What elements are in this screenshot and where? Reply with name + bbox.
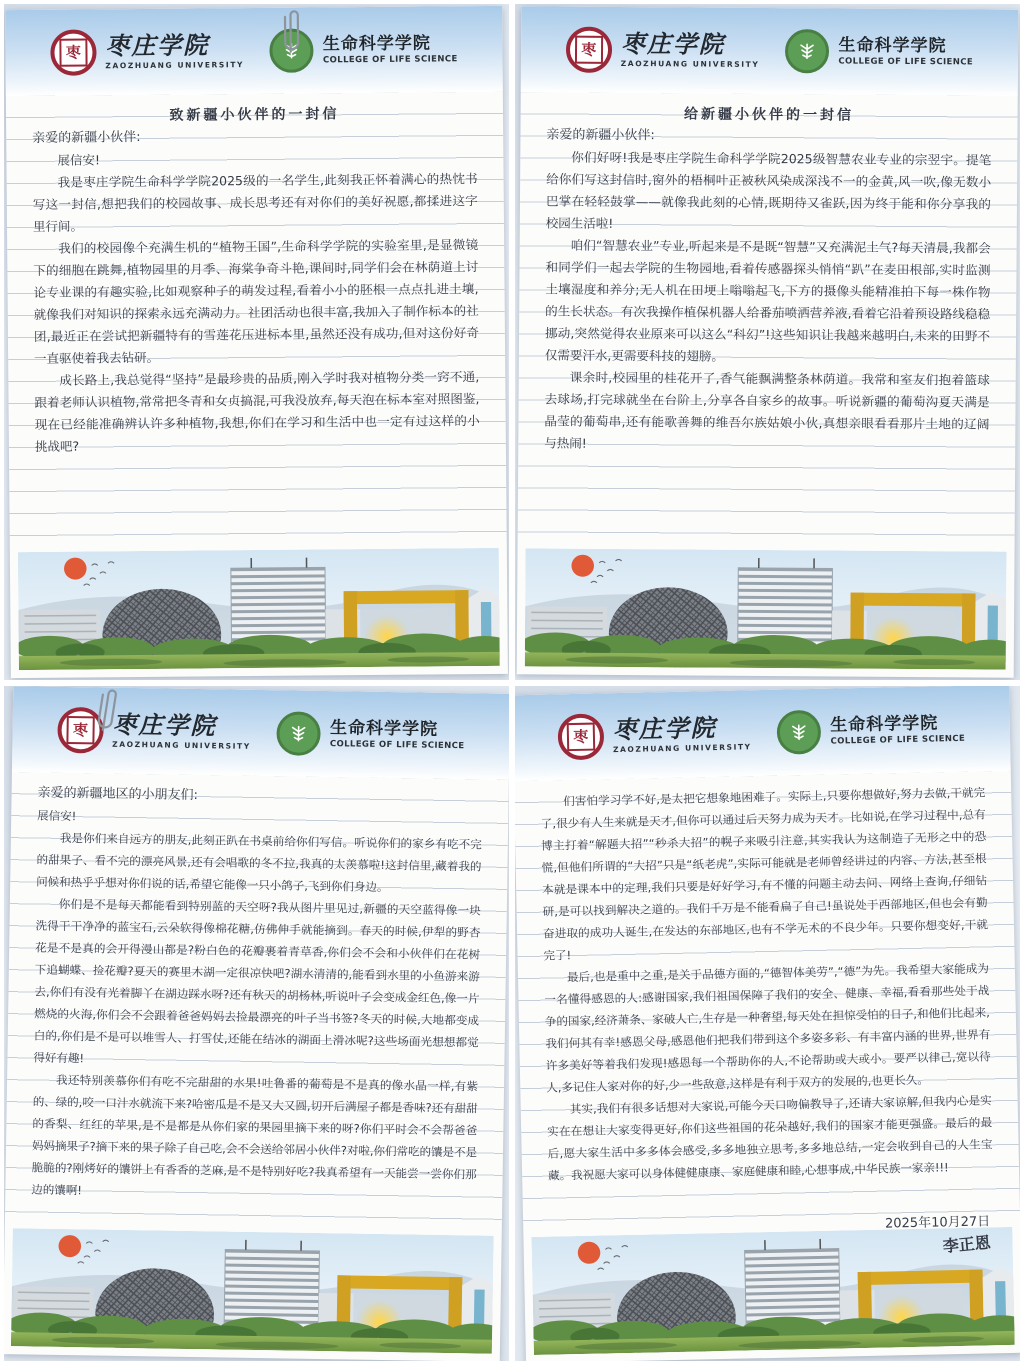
paragraph: 成长路上,我总觉得“坚持”是最珍贵的品质,刚入学时我对植物分类一窍不通,跟着老师认识植物,常常把冬青和女贞搞混,可我没放弃,每天泡在标本室对照图鉴,现在已经能准确辨认许多种植物,我想,你们在学习和生活中也一定有过这样的小挑战吧? bbox=[34, 369, 480, 454]
letter-1-photo bbox=[4, 4, 509, 680]
paragraph: 我们的校园像个充满生机的“植物王国”,生命科学学院的实验室里,是显微镜下的细胞在跳舞,植物园里的月季、海棠争奇斗艳,课间时,同学们会在林荫道上讨论专业课的有趣实验,比如观察种子的萌发过程,看着小小的胚根一点点扎进土壤,就像我们对知识的探索永远充满动力。社团活动也很丰富,我加入了制作标本的社团,最近正在尝试把新疆特有的雪莲花压进标本里,虽然还没有成功,但对这份好奇一直驱使着我去钻研。 bbox=[33, 237, 479, 366]
university-name-en: ZAOZHUANG UNIVERSITY bbox=[112, 739, 251, 751]
paragraph: 咱们“智慧农业”专业,听起来是不是既“智慧”又充满泥土气?每天清晨,我都会和同学们一起去学院的生物园地,看着传感器探头悄悄“趴”在麦田根部,实时监测土壤湿度和养分;无人机在田埂上嗡嗡起飞,下方的摄像头能精准拍下每一株作物的生长状态。有次我操作植保机器人给番茄喷洒营养液,看着它沿着预设路线稳稳挪动,突然觉得农业原来可以这么“科幻”!这些知识让我越来越明白,未来的田野不仅需要汗水,更需要科技的翅膀。 bbox=[544, 237, 991, 364]
letter-1-paper bbox=[5, 6, 508, 678]
plant-icon bbox=[796, 40, 818, 62]
college-brand bbox=[777, 706, 966, 754]
campus-panorama bbox=[11, 1227, 494, 1353]
college-name-cn: 生命科学学院 bbox=[322, 33, 431, 55]
letter-2-body bbox=[518, 92, 1018, 545]
letter-title: 致新疆小伙伴的一封信 bbox=[169, 106, 340, 124]
college-logo-icon bbox=[785, 29, 829, 73]
university-name-en: ZAOZHUANG UNIVERSITY bbox=[612, 741, 752, 754]
college-brand bbox=[277, 711, 465, 758]
greeting: 展信安! bbox=[37, 808, 77, 823]
college-name-cn: 生命科学学院 bbox=[830, 712, 939, 735]
college-name-en: COLLEGE OF LIFE SCIENCE bbox=[322, 54, 458, 66]
letter-2-paper bbox=[517, 6, 1019, 677]
paragraph: 你们好呀!我是枣庄学院生命科学学院2025级智慧农业专业的宗翌宇。提笔给你们写这封信时,窗外的梧桐叶正被秋风染成深浅不一的金黄,风一吹,像无数小巴掌在轻轻鼓掌——就像我此刻的心情,既期待又雀跃,因为终于能和你分享我的校园生活啦! bbox=[545, 149, 992, 231]
salutation: 亲爱的新疆小伙伴: bbox=[32, 130, 141, 146]
college-logo-icon bbox=[277, 711, 322, 756]
letter-4-paper bbox=[515, 686, 1020, 1362]
university-name-cn: 枣庄学院 bbox=[105, 31, 210, 61]
university-brand bbox=[50, 28, 244, 76]
college-logo-icon bbox=[777, 709, 822, 754]
letterhead bbox=[5, 6, 503, 96]
university-name-cn: 枣庄学院 bbox=[112, 710, 217, 740]
paragraph: 其实,我们有很多话想对大家说,可能今天口吻偏教导了,还请大家谅解,但我内心是实实在在想让大家变得更好,你们这些祖国的花朵越好,我们的国家才能更强盛。最后的最后,愿大家生活中多多体会感受,多多地独立思考,多多地总结,一定会收到自己的人生宝藏。我祝愿大家可以身体健健康康、家庭健康和睦,心想事成,中华民族一家亲!!! bbox=[547, 1092, 993, 1183]
college-brand bbox=[785, 29, 973, 74]
campus-panorama bbox=[525, 548, 1007, 669]
paragraph: 你们是不是每天都能看到特别蓝的天空呀?我从图片里见过,新疆的天空蓝得像一块洗得干干净净的蓝宝石,云朵软得像棉花糖,仿佛伸手就能摘到。春天的时候,伊犁的野杏花是不是真的会开得漫山都是?粉白色的花瓣裹着青草香,你们会不会和小伙伴们在花树下追蝴蝶、捡花瓣?夏天的赛里木湖一定很凉快吧?湖水清清的,能看到水里的小鱼游来游去,你们有没有光着脚丫在湖边踩水呀?还有秋天的胡杨林,听说叶子会变成金红色,像一片燃烧的火海,你们会不会跟着爸爸妈妈去捡最漂亮的叶子当书签?冬天的时候,大地都变成白的,你们是不是可以堆雪人、打雪仗,还能在结冰的湖面上滑冰呢?这些场面光想想都觉得好有趣! bbox=[33, 896, 481, 1065]
university-name-en: ZAOZHUANG UNIVERSITY bbox=[105, 60, 245, 71]
letter-4-body bbox=[515, 770, 1020, 1256]
letter-date: 2025年10月27日 bbox=[884, 1213, 991, 1231]
university-name-cn: 枣庄学院 bbox=[620, 29, 725, 59]
university-name-en: ZAOZHUANG UNIVERSITY bbox=[620, 58, 760, 69]
university-name-cn: 枣庄学院 bbox=[612, 713, 717, 744]
university-seal-icon bbox=[566, 27, 612, 73]
letter-3-photo bbox=[4, 686, 509, 1362]
campus-panorama bbox=[18, 547, 500, 669]
letterhead bbox=[12, 686, 509, 780]
paragraph: 课余时,校园里的桂花开了,香气能飘满整条林荫道。我常和室友们抱着篮球去球场,打完球就坐在台阶上,分享各自家乡的故事。听说新疆的葡萄沟夏天满是晶莹的葡萄串,还有能歌善舞的维吾尔族姑娘小伙,真想亲眼看看那片土地的辽阔与热闹! bbox=[544, 369, 990, 451]
university-brand bbox=[566, 27, 760, 74]
seal-character: 枣 bbox=[575, 36, 603, 64]
university-brand bbox=[557, 710, 752, 760]
seal-character: 枣 bbox=[66, 715, 94, 743]
plant-icon bbox=[788, 721, 810, 743]
signature: 李正恩 bbox=[941, 1231, 992, 1256]
college-name-en: COLLEGE OF LIFE SCIENCE bbox=[830, 733, 966, 747]
letter-3-body bbox=[5, 772, 509, 1229]
paragraph: 们害怕学习学不好,是太把它想象地困难了。实际上,只要你想做好,努力去做,干就完了,很少有人生来就是天才,但你可以通过后天努力成为天才。比如说,在学习过程中,总有博主打着“解题大招”“秒杀大招”的幌子来吸引注意,其实我认为这制造了无形之中的恐慌,但他们所谓的“大招”只是“纸老虎”,实际可能就是老师曾经讲过的内容、方法,甚至根本就是课本中的定理,我们只要是好好学习,有不懂的问题主动去问、网络上查询,仔细钻研,是可以找到解决之道的。我们千万是不能看扁了自己!虽说处于西部地区,但也会有勤奋进取的成功人诞生,在发达的东部地区,也有不学无术的不良少年。只要你想变好,干就完了! bbox=[540, 784, 989, 963]
university-seal-icon bbox=[50, 29, 96, 75]
paragraph: 我是枣庄学院生命科学学院2025级的一名学生,此刻我正怀着满心的热忱书写这一封信,想把我们的校园故事、成长思考还有对你们的美好祝愿,都揉进这字里行间。 bbox=[32, 171, 478, 234]
letter-4-photo bbox=[515, 686, 1020, 1362]
paperclip-icon bbox=[283, 6, 305, 58]
paragraph: 我是你们来自远方的朋友,此刻正趴在书桌前给你们写信。听说你们的家乡有吃不完的甜果子、看不完的漂亮风景,还有会唱歌的冬不拉,我真的太羡慕啦!这封信里,藏着我的问候和热乎乎想对你们说的话,希望它能像一只小鸽子,飞到你们身边。 bbox=[36, 830, 482, 894]
college-name-cn: 生命科学学院 bbox=[329, 717, 439, 739]
seal-character: 枣 bbox=[59, 38, 87, 66]
salutation: 亲爱的新疆地区的小朋友们: bbox=[37, 785, 199, 803]
salutation: 亲爱的新疆小伙伴: bbox=[546, 127, 655, 144]
university-seal-icon bbox=[557, 713, 604, 760]
university-brand bbox=[57, 706, 251, 755]
college-name-en: COLLEGE OF LIFE SCIENCE bbox=[329, 738, 465, 752]
paragraph: 最后,也是重中之重,是关于品德方面的,“德智体美劳”,“德”为先。我希望大家能成为一名懂得感恩的人:感谢国家,我们祖国保障了我们的安全、健康、幸福,看看那些处于战争的国家,经济萧条、家破人亡,生存是一种奢望,每天处在担惊受怕的日子,和他们比起来,我们何其有幸!感恩父母,感恩他们把我们带到这个多姿多彩、有丰富内涵的世界,世界有许多美好等着我们发现!感恩每一个帮助你的人,不论帮助或大或小。要严以律己,宽以待人,多记住人家对你的好,少一些敌意,这样是有利于双方的发展的,也更长久。 bbox=[544, 960, 991, 1095]
greeting: 展信安! bbox=[57, 152, 100, 168]
letterhead bbox=[521, 6, 1019, 95]
college-name-en: COLLEGE OF LIFE SCIENCE bbox=[838, 56, 974, 68]
letter-closing bbox=[885, 1210, 991, 1258]
letterhead bbox=[515, 686, 1011, 781]
plant-icon bbox=[288, 722, 310, 744]
seal-character: 枣 bbox=[566, 722, 595, 751]
letter-2-photo bbox=[515, 4, 1020, 680]
letter-title: 给新疆小伙伴的一封信 bbox=[684, 106, 855, 124]
letter-3-paper bbox=[4, 686, 509, 1361]
letter-1-body bbox=[6, 92, 507, 546]
paragraph: 我还特别羡慕你们有吃不完甜甜的水果!吐鲁番的葡萄是不是真的像水晶一样,有紫的、绿的,咬一口汁水就流下来?哈密瓜是不是又大又圆,切开后满屋子都是香味?还有甜甜的香梨、红红的苹果,是不是都是从你们家的果园里摘下来的呀?你们平时会不会帮爸爸妈妈摘果子?摘下来的果子除了自己吃,会不会送给邻居小伙伴?对啦,你们常吃的馕是不是脆脆的?刚烤好的馕饼上有香香的芝麻,是不是特别好吃?我真希望有一天能尝一尝你们那边的馕啊! bbox=[31, 1072, 479, 1197]
college-name-cn: 生命科学学院 bbox=[838, 35, 947, 56]
